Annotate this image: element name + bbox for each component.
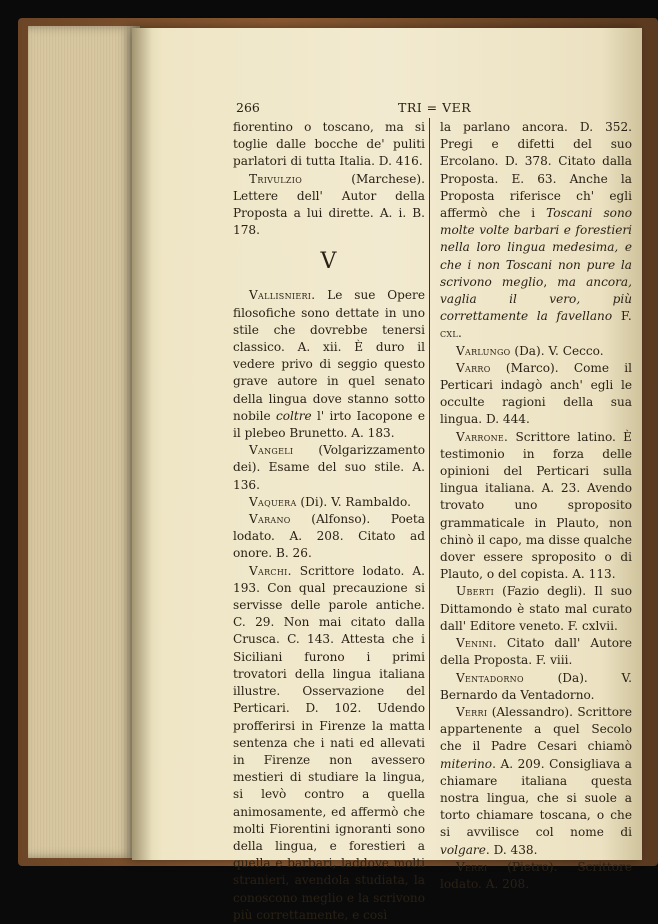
entry-varano — [233, 511, 425, 563]
entry-text: F. cxl. — [440, 309, 632, 341]
entry-text: (Di). V. Rambaldo. — [296, 494, 411, 509]
entry-text: l' irto Iacopone e il plebeo Brunetto. A. 183. — [233, 408, 425, 441]
entry-headword: Trivulzio — [249, 171, 303, 186]
entry-text: . A. 209. Consigliava a chiamare italiana questa nostra lingua, che si suole a torto chiamare toscana, o che si avvilisce col nome di — [440, 756, 632, 840]
entry-text: (Marchese). Lettere dell' Autor della Proposta a lui dirette. A. i. B. 178. — [233, 171, 425, 238]
entry-trivulzio — [233, 171, 425, 240]
entry-verri-pietro — [440, 859, 632, 893]
entry-headword: Vaquera — [249, 494, 297, 509]
entry-headword: Vangeli — [249, 443, 294, 458]
entry-text: , — [543, 274, 558, 289]
entry-text: Scrittore latino. È testimonio in forza delle opinioni del Perticari sulla lingua italiana. A. 23. Avendo trovato uno sproposito grammaticale in Plauto, non chinò il capo, ma disse qualche dover essere sproposito o di Plauto, o del copista. A. 113. — [440, 429, 632, 582]
entry-headword: Varlungo — [456, 343, 511, 358]
entry-headword: Varano — [249, 512, 291, 527]
entry-text: (Da). V. Cecco. — [510, 343, 604, 358]
entry-text: Scrittore lodato. A. 193. Con qual precauzione si servisse delle parole antiche. C. 29. Non mai citato dalla Crusca. C. 143. Attesta che i Siciliani furono i primi trovatori della lingua italiana illustre. Osservazione del Perticari. D. 102. Udendo profferirsi in Firenze la matta sentenza che i nati ed allevati in Firenze non avessero mestieri di studiare la lingua, si levò contro a quella animosamente, ed affermò che molti Fiorentini ignoranti sono della lingua, e forestieri a quella e barbari, laddove molti stranieri, avendola studiata, la conoscono meglio e la scrivono più correttamente, e così — [233, 563, 425, 922]
running-head-title: TRI = VER — [398, 100, 472, 115]
entry-headword: Varrone. — [456, 429, 509, 444]
entry-text: la parlano ancora. D. 352. Pregi e difetti del suo Ercolano. D. 378. Citato dalla Proposta. E. 63. Anche la Proposta riferisce ch' egli affermò che i — [440, 120, 632, 221]
entry-headword: Vallisnieri. — [249, 288, 316, 303]
entry-text: (Alessandro). Scrittore appartenente a quel Secolo che il Padre Cesari chiamò — [440, 704, 632, 754]
entry-headword: Uberti — [456, 584, 495, 599]
entry-vallisnieri — [233, 287, 425, 442]
entry-text: Le sue Opere filosofiche sono dettate in uno stile che dovrebbe tenersi classico. A. xii. È duro il vedere privo di seggio questo grave autore in quel senato della lingua dove stanno sotto nobile — [233, 288, 425, 423]
entry-italic: miterino — [440, 756, 493, 771]
entry-text: (Da). V. Bernardo da Ventadorno. — [440, 670, 632, 702]
entry-ventadorno — [440, 670, 632, 704]
entry-varro — [440, 360, 632, 429]
entry-italic: volgare — [440, 842, 486, 857]
entry-italic: Toscani sono molte volte barbari e forestieri nella loro lingua medesima, e che i non Toscani non pure la scrivono meglio — [440, 206, 633, 289]
entry-text: (Pietro). Scrittore lodato. A. 208. — [440, 859, 632, 891]
entry-varlungo — [440, 343, 632, 360]
entry-text: (Alfonso). Poeta lodato. A. 208. Citato ad onore. B. 26. — [233, 512, 425, 561]
entry-continuation — [233, 119, 425, 171]
gutter-shadow — [132, 28, 152, 860]
entry-vaquera — [233, 494, 425, 511]
entry-text: fiorentino o toscano, ma si toglie dalle bocche de' puliti parlatori di tutta Italia. D. 416. — [233, 120, 425, 169]
entry-varchi — [233, 563, 425, 924]
entry-headword: Verri — [456, 859, 488, 874]
left-column — [233, 119, 425, 924]
entry-headword: Verri — [456, 704, 488, 719]
entry-text: . D. 438. — [485, 842, 538, 857]
column-divider — [429, 118, 430, 730]
section-letter: V — [320, 249, 338, 275]
entry-venini — [440, 635, 632, 669]
entry-uberti — [440, 583, 632, 635]
entry-varchi-continued — [440, 119, 632, 343]
entry-headword: Ventadorno — [456, 670, 524, 685]
entry-headword: Venini. — [456, 636, 497, 651]
page-number: 266 — [236, 100, 260, 115]
entry-text: (Fazio degli). Il suo Dittamondo è stato mal curato dall' Editore veneto. F. cxlvii. — [440, 584, 632, 633]
entry-headword: Varchi. — [249, 563, 292, 578]
entry-italic: coltre — [275, 408, 312, 423]
right-column — [440, 119, 632, 893]
entry-italic: ma ancora, vaglia il vero, più correttamente la favellano — [440, 274, 632, 324]
entry-text: (Marco). Come il Perticari indagò anch' egli le occulte ragioni della sua lingua. D. 444. — [440, 360, 632, 427]
entry-text: Citato dall' Autore della Proposta. F. viii. — [440, 636, 632, 668]
entry-vangeli — [233, 442, 425, 494]
entry-verri-alessandro — [440, 704, 632, 859]
entry-headword: Varro — [456, 360, 491, 375]
running-head — [236, 100, 631, 116]
entry-varrone — [440, 429, 632, 584]
entry-text: (Volgarizzamento dei). Esame del suo stile. A. 136. — [233, 443, 425, 492]
page-fore-edge — [28, 26, 140, 858]
